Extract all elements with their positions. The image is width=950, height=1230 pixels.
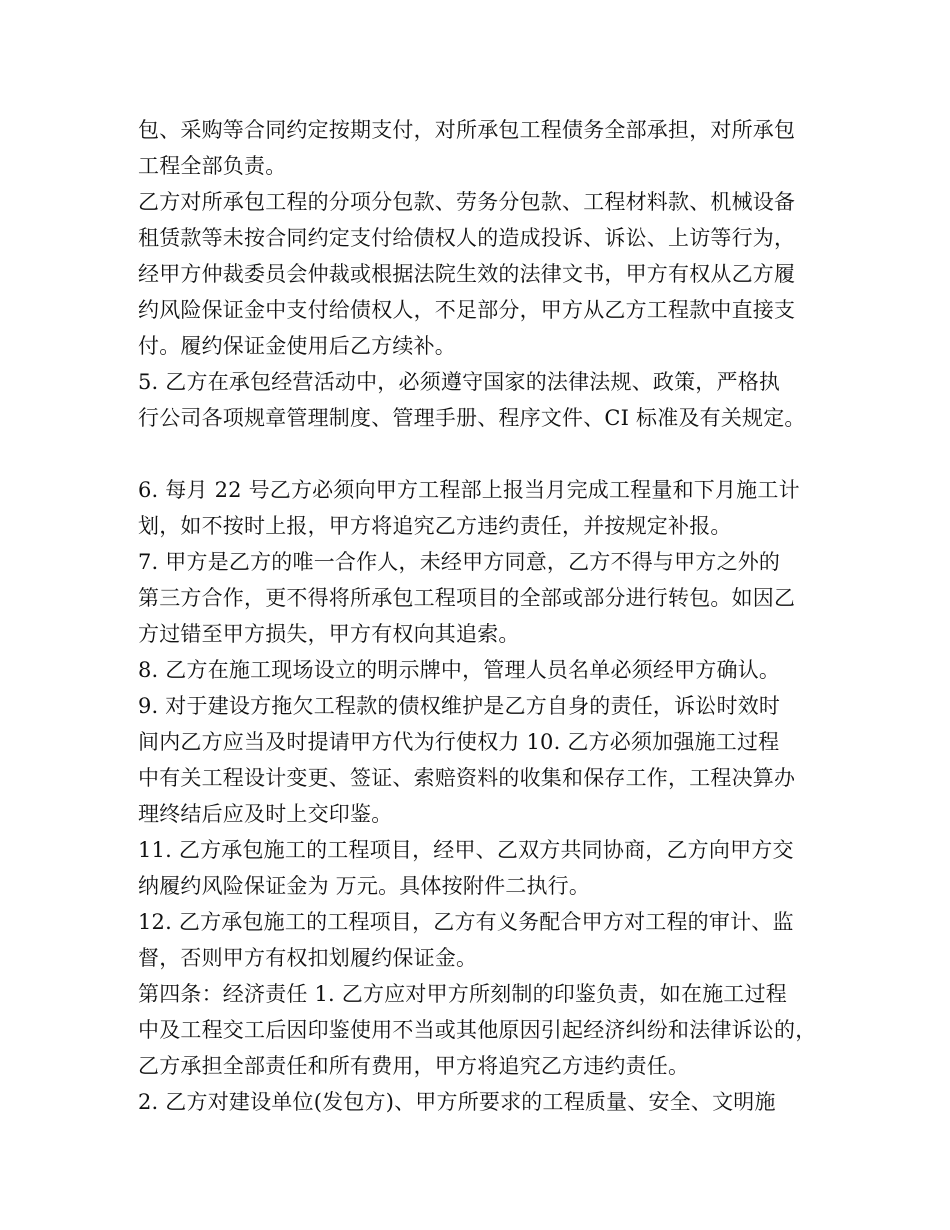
text-line: 2. 乙方对建设单位(发包方)、甲方所要求的工程质量、安全、文明施 [138, 1090, 776, 1114]
clause-8-line: 8. 乙方在施工现场设立的明示牌中，管理人员名单必须经甲方确认。 [138, 658, 781, 682]
text-line: 划，如不按时上报，甲方将追究乙方违约责任，并按规定补报。 [138, 514, 732, 538]
document-body [138, 112, 828, 1120]
text-line: 约风险保证金中支付给债权人，不足部分，甲方从乙方工程款中直接支 [138, 298, 796, 322]
text-line: 乙方对所承包工程的分项分包款、劳务分包款、工程材料款、机械设备 [138, 190, 796, 214]
text-line: 中有关工程设计变更、签证、索赔资料的收集和保存工作，工程决算办 [138, 766, 796, 790]
clause-5-line: 5. 乙方在承包经营活动中，必须遵守国家的法律法规、政策，严格执 [138, 370, 781, 394]
text-line: 经甲方仲裁委员会仲裁或根据法院生效的法律文书，甲方有权从乙方履 [138, 262, 796, 286]
text-line: 方过错至甲方损失，甲方有权向其追索。 [138, 622, 520, 646]
clause-7-line: 7. 甲方是乙方的唯一合作人，未经甲方同意，乙方不得与甲方之外的 [138, 550, 781, 574]
text-line: 付。履约保证金使用后乙方续补。 [138, 334, 456, 358]
text-line: 包、采购等合同约定按期支付，对所承包工程债务全部承担，对所承包 [138, 118, 796, 142]
paragraph-gap [138, 436, 828, 472]
text-line: 中及工程交工后因印鉴使用不当或其他原因引起经济纠纷和法律诉讼的， [138, 1018, 817, 1042]
text-line: 租赁款等未按合同约定支付给债权人的造成投诉、诉讼、上访等行为， [138, 226, 796, 250]
clause-12-line: 12. 乙方承包施工的工程项目，乙方有义务配合甲方对工程的审计、监 [138, 910, 794, 934]
text-line: 督，否则甲方有权扣划履约保证金。 [138, 946, 478, 970]
clause-6-line: 6. 每月 22 号乙方必须向甲方工程部上报当月完成工程量和下月施工计 [138, 478, 800, 502]
article-4-heading-line: 第四条：经济责任 1. 乙方应对甲方所刻制的印鉴负责，如在施工过程 [138, 982, 787, 1006]
text-line: 行公司各项规章管理制度、管理手册、程序文件、CI 标准及有关规定。 [138, 406, 806, 430]
text-line: 乙方承担全部责任和所有费用，甲方将追究乙方违约责任。 [138, 1054, 690, 1078]
text-line: 理终结后应及时上交印鉴。 [138, 802, 393, 826]
text-line: 第三方合作，更不得将所承包工程项目的全部或部分进行转包。如因乙 [138, 586, 796, 610]
clause-9-line: 9. 对于建设方拖欠工程款的债权维护是乙方自身的责任，诉讼时效时 [138, 694, 781, 718]
text-line: 工程全部负责。 [138, 154, 287, 178]
clause-11-line: 11. 乙方承包施工的工程项目，经甲、乙双方共同协商，乙方向甲方交 [138, 838, 794, 862]
text-line: 间内乙方应当及时提请甲方代为行使权力 10. 乙方必须加强施工过程 [138, 730, 780, 754]
text-line: 纳履约风险保证金为 万元。具体按附件二执行。 [138, 874, 591, 898]
